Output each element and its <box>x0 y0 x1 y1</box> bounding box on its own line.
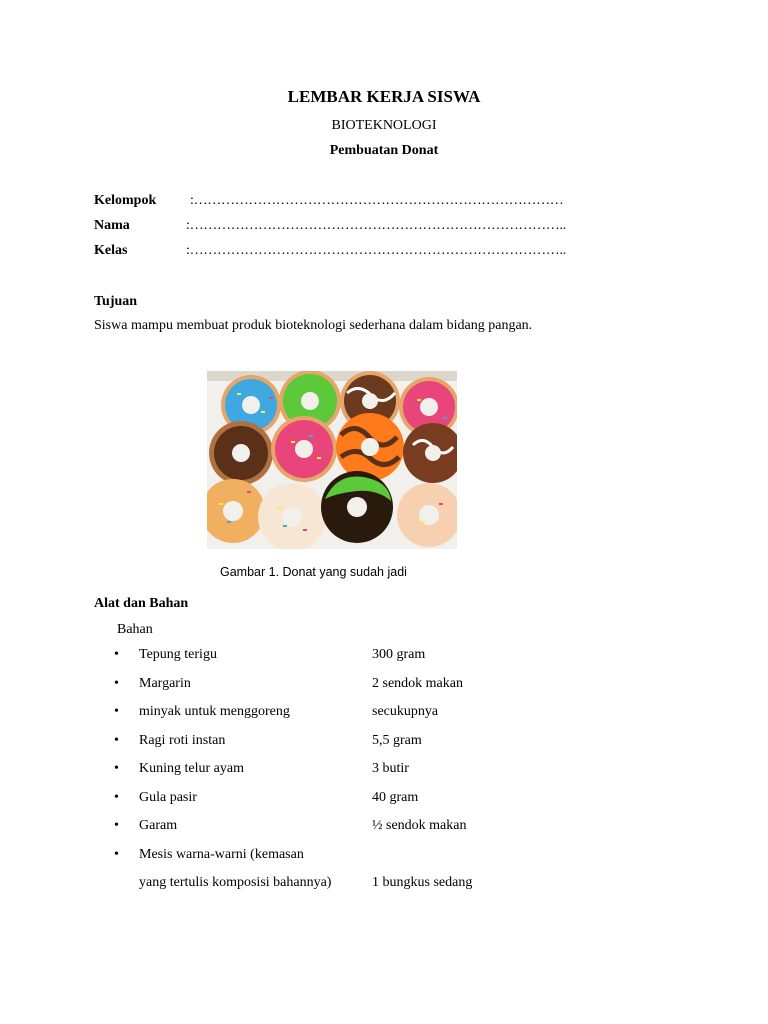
field-dots-kelas: :……………………………………………………………………….. <box>186 243 566 258</box>
bullet-icon: • <box>114 647 119 662</box>
bullet-icon: • <box>114 847 119 862</box>
topic-title: Pembuatan Donat <box>329 143 439 158</box>
ingredient-qty: secukupnya <box>372 704 439 719</box>
bahan-subheading: Bahan <box>117 622 153 637</box>
ingredient-name: Kuning telur ayam <box>139 761 244 776</box>
ingredient-qty: 1 bungkus sedang <box>372 875 473 890</box>
field-label-kelompok: Kelompok <box>94 193 157 208</box>
ingredient-qty: 2 sendok makan <box>372 676 463 691</box>
ingredient-name: Garam <box>139 818 178 833</box>
bullet-icon: • <box>114 790 119 805</box>
figure-caption: Gambar 1. Donat yang sudah jadi <box>220 565 407 579</box>
subject-title: BIOTEKNOLOGI <box>331 118 437 133</box>
ingredient-qty: ½ sendok makan <box>372 818 467 833</box>
ingredient-qty: 300 gram <box>372 647 426 662</box>
tujuan-heading: Tujuan <box>94 294 138 309</box>
ingredient-qty: 5,5 gram <box>372 733 422 748</box>
bullet-icon: • <box>114 818 119 833</box>
ingredient-name-continued: yang tertulis komposisi bahannya) <box>139 875 332 890</box>
ingredient-qty: 40 gram <box>372 790 419 805</box>
ingredient-name: Margarin <box>139 676 191 691</box>
donut-photo <box>207 371 457 549</box>
page-title: LEMBAR KERJA SISWA <box>287 87 481 106</box>
field-dots-nama: :……………………………………………………………………….. <box>186 218 566 233</box>
bullet-icon: • <box>114 704 119 719</box>
alat-bahan-heading: Alat dan Bahan <box>94 596 189 611</box>
ingredient-name: Ragi roti instan <box>139 733 226 748</box>
tujuan-text: Siswa mampu membuat produk bioteknologi sederhana dalam bidang pangan. <box>94 318 533 333</box>
field-label-kelas: Kelas <box>94 243 128 258</box>
ingredient-name: Tepung terigu <box>139 647 217 662</box>
field-dots-kelompok: :……………………………………………………………………… <box>190 193 564 208</box>
bullet-icon: • <box>114 761 119 776</box>
ingredient-name: Gula pasir <box>139 790 197 805</box>
ingredient-qty: 3 butir <box>372 761 409 776</box>
field-label-nama: Nama <box>94 218 130 233</box>
bullet-icon: • <box>114 733 119 748</box>
ingredient-name: minyak untuk menggoreng <box>139 704 290 719</box>
bullet-icon: • <box>114 676 119 691</box>
ingredient-name: Mesis warna-warni (kemasan <box>139 847 304 862</box>
